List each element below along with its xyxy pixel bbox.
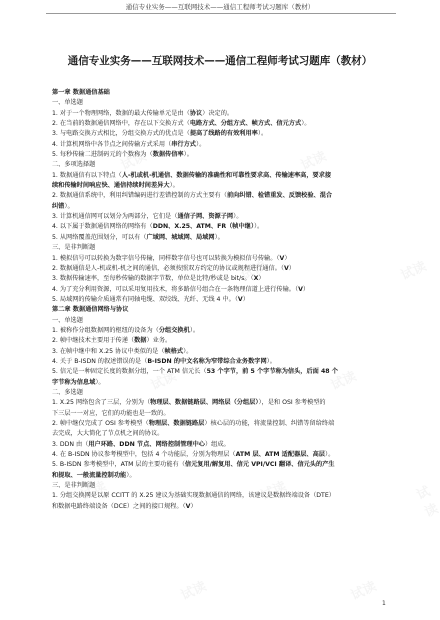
question-text: ）。 xyxy=(183,151,193,159)
question-text: 2. 在当前的数据通信网络中，存在以下交换方式（ xyxy=(52,120,190,128)
answer-text: 协议 xyxy=(189,109,203,117)
text-line xyxy=(52,140,397,150)
text-line xyxy=(52,243,397,253)
text-line xyxy=(52,233,397,243)
question-text: 5. 每秒传输二进制码元的个数称为（ xyxy=(52,151,153,159)
text-line xyxy=(52,316,397,326)
question-text: ）。 xyxy=(233,213,243,221)
watermark xyxy=(347,575,379,603)
answer-text: 广域网、城域网、局域网 xyxy=(146,233,215,241)
answer-text: 通信子网、资源子网 xyxy=(177,213,234,221)
text-line xyxy=(52,264,397,274)
text-line xyxy=(52,191,397,201)
answer-text: 字节称为信息域 xyxy=(52,378,96,386)
watermark xyxy=(397,255,429,283)
question-text: 1. 分组交换网是以原 CCITT 的 X.25 建议为基础实现数据通信的网络，该建议是数据终端设备（DTE） xyxy=(52,492,335,500)
question-text: 3. 计算机通信网可以划分为两部分，它们是（ xyxy=(52,213,178,221)
question-text: ）。 xyxy=(214,233,224,241)
text-line xyxy=(52,98,397,108)
question-text: ）。 xyxy=(169,182,179,190)
question-text: 5. 信元是一种固定长度的数据分组，一个 ATM 信元长（ xyxy=(52,368,207,376)
watermark xyxy=(177,575,209,603)
answer-text: 数据 xyxy=(134,337,147,345)
question-text: ）。 xyxy=(95,378,105,386)
text-line xyxy=(52,388,397,398)
question-text: ） xyxy=(258,275,265,283)
answer-text: 第二章 数据通信网络与协议 xyxy=(52,306,129,314)
question-text: 1. X.25 网络包含了三层，分别为（ xyxy=(52,399,151,407)
question-text: 4. 关于 B-ISDN 的叙述错误的是（ xyxy=(52,357,148,365)
question-text: 3. 与电路交换方式相比，分组交换方式的优点是（ xyxy=(52,130,190,138)
header-divider xyxy=(46,13,396,14)
running-header: 通信专业实务——互联网技术——通信工程师考试习题库（教材） xyxy=(125,3,315,11)
text-line xyxy=(52,326,397,336)
answer-text: V xyxy=(237,295,243,303)
question-text: 4. 以下属于数据通信网络的网络有（ xyxy=(52,223,153,231)
question-text: ）组成。 xyxy=(204,440,230,448)
question-text: 二、多选题 xyxy=(52,388,83,396)
answer-text: DDN、X.25、ATM、FR（帧中继） xyxy=(152,223,254,231)
answer-text: 数据传信率 xyxy=(152,151,184,159)
question-text: 3. DDN 由（ xyxy=(52,440,89,448)
question-text: ） xyxy=(288,264,295,272)
answer-text: 分组交换机 xyxy=(158,326,190,334)
answer-text: 用户环路、DDN 节点、网络控制管理中心 xyxy=(88,440,205,448)
question-text: ）。 xyxy=(266,357,276,365)
text-line xyxy=(52,450,397,460)
document-title: 通信专业实务——互联网技术——通信工程师考试习题库（教材） xyxy=(67,55,373,67)
text-line xyxy=(52,171,397,181)
text-line xyxy=(52,254,397,264)
question-text: 三、是非判断题 xyxy=(52,482,96,490)
answer-text: 53 个字节，前 5 个字节称为信头，后面 48 个 xyxy=(206,368,338,376)
text-line xyxy=(52,409,397,419)
text-line xyxy=(52,150,397,160)
text-line xyxy=(52,429,397,439)
answer-text: X xyxy=(253,275,259,283)
question-text: 4. 为了充分利用资源，可以采用复用技术，将多路信号组合在一条物理信道上进行传输。（ xyxy=(52,285,299,293)
question-text: 5. 局域网的传输介质通常有同轴电缆、双绞线、光纤、无线 4 中。（ xyxy=(52,295,238,303)
answer-text: V xyxy=(283,264,289,272)
question-text: 和数据电路终端设备（DCE）之间的接口规程。（ xyxy=(52,502,186,510)
answer-text: 物理层、数据链路层 xyxy=(148,420,205,427)
question-text: ） xyxy=(284,254,291,262)
answer-text: 信元复用/解复用、信元 VPI/VCI 翻译、信元头的产生 xyxy=(184,461,335,469)
question-text: 1. 对于一个物理网络，数据的最大传输单元是由（ xyxy=(52,109,190,117)
text-line xyxy=(52,274,397,284)
watermark xyxy=(413,478,440,521)
text-line xyxy=(52,222,397,232)
answer-text: V xyxy=(279,254,285,262)
question-text: 5. B-ISDN 参考模型中，ATM 层的主要功能有（ xyxy=(52,461,185,469)
question-text: 二、多项选择题 xyxy=(52,161,96,169)
question-text: 5. 从网络覆盖范围划分，可以有（ xyxy=(52,233,147,241)
text-line xyxy=(52,285,397,295)
answer-text: 电路方式、分组方式、帧方式、信元方式 xyxy=(189,120,302,128)
text-line xyxy=(52,460,397,470)
question-text: 1. 数据通信有以下特点（ xyxy=(52,171,122,179)
question-text: ）。 xyxy=(257,130,268,138)
question-text: ）。 xyxy=(64,202,74,210)
question-text: 一、单选题 xyxy=(52,316,83,324)
question-text: 下三层一一对应，它们的功能也是一致的。 xyxy=(52,409,170,417)
text-line xyxy=(52,212,397,222)
text-line xyxy=(52,398,397,408)
text-line xyxy=(52,347,397,357)
document-body xyxy=(52,88,397,512)
question-text: 2. 数据通信是人-机或机-机之间的通信，必须按照双方约定的协议或规程进行通信。（ xyxy=(52,264,284,272)
question-text: ）。 xyxy=(301,120,311,128)
question-text: 3. 在帧中继中和 X.25 协议中类似的是（ xyxy=(52,347,165,355)
question-text: ） xyxy=(190,502,197,510)
answer-text: 串行方式 xyxy=(171,140,196,148)
answer-text: 和提取、一般流量控制功能 xyxy=(52,471,127,479)
answer-text: 人-机或机-机通信、数据传输的准确性和可靠性要求高、传输速率高，要求接 xyxy=(121,171,332,179)
question-text: 4. 计算机网络中各节点之间传输方式采用（ xyxy=(52,140,172,148)
text-line xyxy=(52,129,397,139)
text-line xyxy=(52,295,397,305)
answer-text: V xyxy=(185,502,191,510)
question-text: ） xyxy=(242,295,249,303)
answer-text: 续和传输时间响应快、通信持续时间差异大 xyxy=(52,182,170,190)
answer-text: 第一章 数据通信基础 xyxy=(52,89,110,96)
question-text: ）。 xyxy=(126,471,136,479)
text-line xyxy=(52,440,397,450)
text-line xyxy=(52,305,397,315)
question-text: 3. 数据传输速率，至每秒传输的数据字节数，单位是比特/秒或是 bit/s。（ xyxy=(52,275,254,283)
text-line xyxy=(52,181,397,191)
question-text: 1. 模拟信号可以转换为数字信号传输，同样数字信号也可以转换为模拟信号传输。（ xyxy=(52,254,280,262)
answer-text: 物理层、数据链路层、网络层（分组层） xyxy=(150,399,259,407)
text-line xyxy=(52,160,397,170)
question-text: ）。 xyxy=(189,326,200,334)
question-text: 2. 帧中继仅完成了 OSI 参考模型（ xyxy=(52,420,149,427)
question-text: ）。 xyxy=(324,451,335,459)
question-text: 去完成，大大简化了节点机之间的协议。 xyxy=(52,430,164,438)
text-line xyxy=(52,88,397,98)
text-line xyxy=(52,202,397,212)
question-text: 2. 数据通信系统中，利用纠错编码进行差错控制的方式主要有（ xyxy=(52,192,227,200)
text-line xyxy=(52,357,397,367)
question-text: ）业务。 xyxy=(146,337,172,345)
question-text: ）。 xyxy=(253,223,264,231)
text-line xyxy=(52,419,397,429)
question-text: 1. 被称作分组数据网的枢纽的设备为（ xyxy=(52,326,159,334)
question-text: ），是和 OSI 参考模型的 xyxy=(258,399,326,407)
question-text: ）。 xyxy=(196,140,206,148)
text-line xyxy=(52,502,397,512)
question-text: 三、是非判断题 xyxy=(52,244,96,252)
answer-text: V xyxy=(298,285,303,293)
text-line xyxy=(52,471,397,481)
answer-text: B-ISDN 的中文名称为窄带综合业务数字网 xyxy=(147,357,267,365)
question-text: 2. 帧中继技术主要用于传递（ xyxy=(52,337,135,345)
page-number: 1 xyxy=(382,600,386,607)
answer-text: ATM 层、ATM 适配器层、高层 xyxy=(235,451,325,459)
answer-text: 帧格式 xyxy=(164,347,184,355)
answer-text: 提高了线路的有效利用率 xyxy=(189,130,258,138)
question-text: 4. 在 B-ISDN 协议参考模型中，包括 4 个功能层，分别为物理层（ xyxy=(52,451,236,459)
question-text: ） xyxy=(302,285,310,293)
answer-text: 纠错 xyxy=(52,202,65,210)
text-line xyxy=(52,336,397,346)
text-line xyxy=(52,119,397,129)
question-text: ）核心层的功能，将流量控制、纠错等留给终端 xyxy=(204,420,335,427)
question-text: ）。 xyxy=(183,347,193,355)
text-line xyxy=(52,109,397,119)
answer-text: 前向纠错、检错重发、反馈校验、混合 xyxy=(226,192,333,200)
question-text: ）决定的。 xyxy=(202,109,234,117)
question-text: 一、单选题 xyxy=(52,99,83,107)
